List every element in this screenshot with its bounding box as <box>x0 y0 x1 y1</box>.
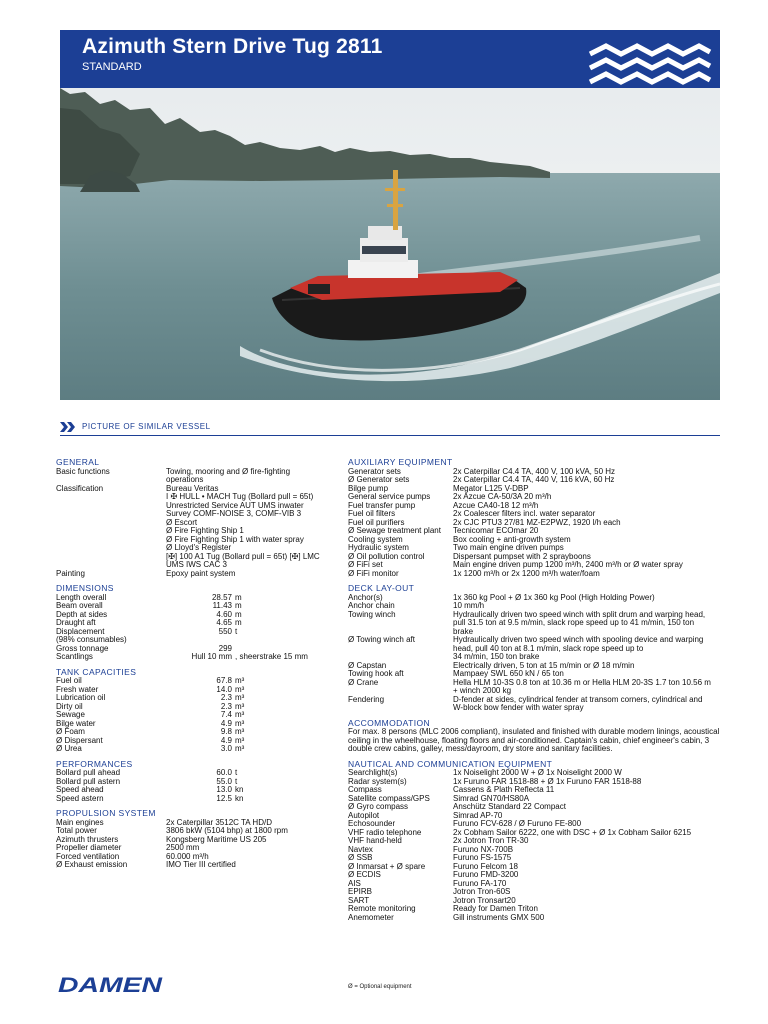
spec-row <box>56 602 338 611</box>
chevrons-icon <box>60 422 76 432</box>
spec-value: 2x CJC PTU3 27/81 MZ-E2PWZ, 1920 l/h each <box>453 517 621 527</box>
spec-row <box>56 778 338 787</box>
spec-value: Simrad GN70/HS80A <box>453 793 530 803</box>
spec-label: Fuel oil filters <box>348 510 396 518</box>
spec-label: General service pumps <box>348 493 431 501</box>
spec-value: Box cooling + anti-growth system <box>453 534 571 544</box>
spec-row <box>56 619 338 628</box>
spec-label: Bilge pump <box>348 484 389 493</box>
spec-value: Jotron Tronsart20 <box>453 895 516 905</box>
spec-label: Speed ahead <box>56 786 104 794</box>
spec-label: Cooling system <box>348 535 403 544</box>
spec-label: Radar system(s) <box>348 777 407 786</box>
spec-unit: m <box>235 618 242 627</box>
spec-value: Furuno FCV-628 / Ø Furuno FE-800 <box>453 819 582 828</box>
spec-value: Furuno FS-1575 <box>453 853 512 862</box>
spec-value: 60.0 <box>216 768 232 777</box>
spec-label: Bollard pull ahead <box>56 769 121 777</box>
spec-label: Propeller diameter <box>56 844 122 852</box>
spec-value: Furuno NX-700B <box>453 844 514 854</box>
spec-value: 1x 1200 m³/h or 2x 1200 m³/h water/foam <box>453 568 600 578</box>
spec-row <box>56 795 338 804</box>
spec-label: Ø Gyro compass <box>348 803 409 811</box>
footnote: Ø = Optional equipment <box>348 984 412 990</box>
spec-label: Searchlight(s) <box>348 769 398 777</box>
spec-label: Main engines <box>56 818 104 827</box>
spec-value: Jotron Tron-60S <box>453 887 511 896</box>
nautical-section <box>348 769 728 922</box>
spec-label: Ø Capstan <box>348 661 387 670</box>
spec-value: 2x Caterpillar C4.4 TA, 440 V, 116 kVA, 60 Hz <box>453 475 615 484</box>
spec-value: Main engine driven pump 1200 m³/h, 2400 m³/h or Ø water spray <box>453 560 683 569</box>
spec-unit: m <box>235 609 242 619</box>
spec-value: Towing, mooring and Ø fire-fighting operations <box>166 466 291 484</box>
propulsion-section <box>56 819 338 870</box>
spec-row <box>348 863 728 872</box>
auxiliary-section <box>348 468 728 579</box>
spec-value: 4.9 <box>220 718 232 728</box>
page-title: Azimuth Stern Drive Tug 2811 <box>82 35 383 58</box>
spec-value: Hella HLM 10-3S 0.8 ton at 10.36 m or Hella HLM 20-3S 1.7 ton 10.56 m + winch 2000 kg <box>453 677 711 695</box>
spec-label: Ø Exhaust emission <box>56 861 128 869</box>
spec-row <box>56 786 338 795</box>
damen-logo <box>58 974 164 994</box>
spec-value: Cassens & Plath Reflecta 11 <box>453 785 555 794</box>
spec-row <box>348 846 728 855</box>
spec-label: AIS <box>348 879 361 888</box>
spec-row <box>348 636 728 662</box>
spec-row <box>348 897 728 906</box>
spec-value: 7.4 <box>220 710 232 719</box>
spec-label: Basic functions <box>56 467 110 476</box>
spec-value: Furuno FMD-3200 <box>453 870 519 879</box>
spec-unit: m³ <box>235 744 245 753</box>
spec-row <box>56 745 338 754</box>
spec-row <box>56 468 338 485</box>
section-title: PROPULSION SYSTEM <box>56 808 156 818</box>
left-column <box>56 458 338 870</box>
spec-label: (98% consumables) <box>56 636 127 644</box>
spec-value: Azcue CA40-18 12 m³/h <box>453 500 539 510</box>
spec-row <box>348 829 728 838</box>
spec-value: 2x Coalescer filters incl. water separator <box>453 509 596 518</box>
spec-label: VHF radio telephone <box>348 828 422 837</box>
spec-unit: m³ <box>235 676 245 685</box>
spec-value: 2x Cobham Sailor 6222, one with DSC + Ø 1x Cobham Sailor 6215 <box>453 827 692 837</box>
spec-label: Remote monitoring <box>348 905 416 913</box>
spec-label: Fuel oil purifiers <box>348 518 405 527</box>
spec-label: Ø Dispersant <box>56 736 103 745</box>
section-title: AUXILIARY EQUIPMENT <box>348 457 453 467</box>
spec-label: Azimuth thrusters <box>56 835 119 844</box>
spec-label: Scantlings <box>56 653 93 661</box>
spec-label: Ø SSB <box>348 854 373 862</box>
spec-unit: t <box>235 768 238 777</box>
spec-value: 1x Furuno FAR 1518-88 + Ø 1x Furuno FAR 1518-88 <box>453 776 642 786</box>
spec-unit: m³ <box>235 710 245 719</box>
header-banner <box>60 30 720 88</box>
spec-value: 2.3 <box>220 693 232 702</box>
spec-label: Hydraulic system <box>348 544 409 552</box>
spec-row <box>348 679 728 696</box>
photo-caption-bar <box>60 420 720 436</box>
spec-label: Ø Inmarsat + Ø spare <box>348 862 426 871</box>
spec-label: Satellite compass/GPS <box>348 794 430 803</box>
spec-row <box>348 611 728 637</box>
spec-value: 67.8 <box>216 676 232 685</box>
spec-label: Dirty oil <box>56 702 83 711</box>
spec-row <box>56 728 338 737</box>
photo-caption: PICTURE OF SIMILAR VESSEL <box>82 422 211 431</box>
spec-value: 550 <box>218 626 232 636</box>
spec-value: Ready for Damen Triton <box>453 904 538 913</box>
spec-unit: m³ <box>235 684 245 694</box>
spec-row <box>56 485 338 570</box>
spec-label: Ø Foam <box>56 728 85 736</box>
tank-capacities-section <box>56 677 338 754</box>
right-column <box>348 458 728 922</box>
section-title: TANK CAPACITIES <box>56 666 137 677</box>
spec-value: Simrad AP-70 <box>453 810 503 820</box>
spec-value: Kongsberg Maritime US 205 <box>166 834 267 844</box>
spec-label: Ø Towing winch aft <box>348 636 415 644</box>
spec-value: Electrically driven, 5 ton at 15 m/min or Ø 18 m/min <box>453 660 635 670</box>
spec-value: Hull 10 mm <box>191 652 232 661</box>
spec-label: Ø Oil pollution control <box>348 552 425 561</box>
spec-unit: m <box>235 601 242 610</box>
spec-value: 55.0 <box>216 776 232 786</box>
spec-label: Speed astern <box>56 794 104 803</box>
spec-row <box>56 720 338 729</box>
spec-row <box>348 476 728 485</box>
section-title: DIMENSIONS <box>56 583 114 593</box>
spec-value: Gill instruments GMX 500 <box>453 912 545 922</box>
section-title: ACCOMMODATION <box>348 717 431 728</box>
spec-value: Anschütz Standard 22 Compact <box>453 802 566 811</box>
spec-label: Sewage <box>56 711 85 719</box>
spec-label: EPIRB <box>348 888 373 896</box>
spec-value: 28.57 <box>211 592 232 602</box>
spec-label: Ø Sewage treatment plant <box>348 527 441 535</box>
spec-row <box>56 677 338 686</box>
spec-label: Beam overall <box>56 602 103 610</box>
spec-label: Painting <box>56 569 85 578</box>
spec-value: Mampaey SWL 650 kN / 65 ton <box>453 669 564 678</box>
spec-label: Anchor chain <box>348 602 395 610</box>
spec-label: Fresh water <box>56 685 99 694</box>
spec-label: Ø FiFi monitor <box>348 569 399 578</box>
spec-value: Bureau Veritas I ✠ HULL • MACH Tug (Bollard pull = 65t) Unrestricted Service AUT UMS inwater Survey COMF-NOISE 3, COMF-VIB 3 Ø Escort Ø Fire Fighting Ship 1 Ø Fire Fighting Ship 1 with water spray Ø Lloyd's Register [✠] 100 A1 Tug (Bollard pull = 65t) [✠] LMC UMS IWS CAC 3 <box>166 483 320 569</box>
spec-value: 3.0 <box>220 744 232 753</box>
spec-value: 2x Azcue CA-50/3A 20 m³/h <box>453 492 552 501</box>
accommodation-text: For max. 8 persons (MLC 2006 compliant), insulated and finished with durable modern linings, acoustical ceiling in the wheelhouse, floating floors and air-conditioned. Captain's cabin, chief engineer's cabin, 3 double crew cabins, galley, mess/dayroom, dry store and sanitary facilities. <box>348 727 720 753</box>
general-section <box>56 468 338 579</box>
spec-row <box>348 871 728 880</box>
spec-unit: m³ <box>235 718 245 728</box>
spec-label: Depth at sides <box>56 610 108 619</box>
spec-label: Generator sets <box>348 467 401 476</box>
spec-row <box>348 803 728 812</box>
spec-row <box>348 786 728 795</box>
spec-value: 3806 bkW (5104 bhp) at 1800 rpm <box>166 826 288 835</box>
spec-label: Fuel transfer pump <box>348 501 416 510</box>
section-title: DECK LAY-OUT <box>348 583 415 593</box>
spec-row <box>56 594 338 603</box>
performances-section <box>56 769 338 803</box>
spec-value: Hydraulically driven two speed winch with split drum and warping head, pull 31.5 ton at 9.5 m/min, slack rope speed up to 41 m/min, 150 ton brake <box>453 609 706 636</box>
section-title: PERFORMANCES <box>56 758 133 769</box>
spec-row <box>348 837 728 846</box>
spec-label: Total power <box>56 827 97 835</box>
spec-row <box>56 686 338 695</box>
spec-label: Displacement <box>56 627 105 636</box>
section-title: GENERAL <box>56 457 100 467</box>
spec-unit: t <box>235 776 238 786</box>
spec-row <box>56 636 338 645</box>
spec-label: Length overall <box>56 593 107 602</box>
spec-value: Two main engine driven pumps <box>453 543 564 552</box>
spec-value: Megator L125 V-DBP <box>453 483 529 493</box>
spec-row <box>56 861 338 870</box>
spec-value: Tecnicomar ECOmar 20 <box>453 526 539 535</box>
spec-value: 2.3 <box>220 701 232 711</box>
spec-row <box>56 737 338 746</box>
spec-row <box>56 694 338 703</box>
spec-value: 13.0 <box>216 785 232 794</box>
spec-unit: kn <box>235 793 244 803</box>
page-subtitle: STANDARD <box>82 61 142 73</box>
spec-row <box>348 493 728 502</box>
spec-row <box>348 696 728 713</box>
spec-label: Autopilot <box>348 811 380 820</box>
spec-value: 1x Noiselight 2000 W + Ø 1x Noiselight 2000 W <box>453 768 622 777</box>
spec-label: Navtex <box>348 845 373 854</box>
spec-value: 2500 mm <box>166 843 200 852</box>
spec-label: Towing hook aft <box>348 670 404 678</box>
spec-value: 4.65 <box>216 618 232 627</box>
spec-unit: t <box>235 626 238 636</box>
spec-value: 12.5 <box>216 793 232 803</box>
spec-label: Compass <box>348 786 382 794</box>
spec-label: Bollard pull astern <box>56 777 121 786</box>
spec-label: Ø FiFi set <box>348 561 383 569</box>
spec-row <box>56 611 338 620</box>
spec-row <box>348 519 728 528</box>
spec-unit: m³ <box>235 701 245 711</box>
spec-value: D-fender at sides, cylindrical fender at transom corners, cylindrical and W-block bow fender with water spray <box>453 694 703 712</box>
spec-value: Hydraulically driven two speed winch with spooling device and warping head, pull 40 ton at 8.1 m/min, slack rope speed up to 34 m/min, 150 ton brake <box>453 635 704 661</box>
spec-label: SART <box>348 896 370 905</box>
spec-unit: , sheerstrake 15 mm <box>235 652 308 661</box>
spec-value: Epoxy paint system <box>166 568 236 578</box>
spec-row <box>56 653 338 662</box>
spec-value: 4.9 <box>220 735 232 745</box>
spec-row <box>348 880 728 889</box>
spec-label: Ø ECDIS <box>348 871 381 879</box>
vessel-photo <box>60 88 720 400</box>
spec-row <box>348 854 728 863</box>
spec-row <box>56 703 338 712</box>
spec-value: Furuno Felcom 18 <box>453 861 518 871</box>
spec-value: 2x Jotron Tron TR-30 <box>453 836 529 845</box>
spec-label: Towing winch <box>348 610 396 619</box>
spec-label: Echosounder <box>348 820 396 828</box>
spec-row <box>348 888 728 897</box>
damen-wave-logo <box>588 42 712 86</box>
section-title: NAUTICAL AND COMMUNICATION EQUIPMENT <box>348 758 553 769</box>
deck-layout-section <box>348 594 728 713</box>
spec-label: Bilge water <box>56 719 96 728</box>
dimensions-section <box>56 594 338 662</box>
spec-row <box>348 914 728 923</box>
spec-value: IMO Tier III certified <box>166 860 236 869</box>
spec-unit: m³ <box>235 727 245 736</box>
spec-unit: m <box>235 592 242 602</box>
spec-row <box>348 594 728 603</box>
spec-label: Ø Generator sets <box>348 476 410 484</box>
spec-label: Fuel oil <box>56 677 82 685</box>
spec-value: 11.43 <box>212 601 232 610</box>
spec-label: Classification <box>56 484 104 493</box>
spec-label: Anemometer <box>348 913 394 922</box>
spec-row <box>56 570 338 579</box>
spec-row <box>348 570 728 579</box>
spec-value: 1x 360 kg Pool + Ø 1x 360 kg Pool (High Holding Power) <box>453 592 655 602</box>
spec-label: Draught aft <box>56 619 96 627</box>
spec-value: 2x Caterpillar 3512C TA HD/D <box>166 817 272 827</box>
spec-value: 299 <box>218 643 232 653</box>
spec-value: 2x Caterpillar C4.4 TA, 400 V, 100 kVA, 50 Hz <box>453 466 616 476</box>
spec-value: 14.0 <box>216 684 232 694</box>
spec-label: Lubrication oil <box>56 694 106 702</box>
spec-value: 4.60 <box>216 609 232 619</box>
spec-value: Furuno FA-170 <box>453 878 507 888</box>
spec-label: Fendering <box>348 695 385 704</box>
spec-label: Forced ventilation <box>56 852 120 861</box>
spec-label: Gross tonnage <box>56 644 109 653</box>
spec-row <box>56 769 338 778</box>
spec-label: Ø Crane <box>348 678 379 687</box>
spec-value: 10 mm/h <box>453 601 485 610</box>
spec-value: 9.8 <box>220 727 232 736</box>
spec-unit: m³ <box>235 693 245 702</box>
damen-logo-text: DAMEN <box>58 974 164 994</box>
spec-row <box>56 628 338 637</box>
spec-unit <box>232 636 338 645</box>
spec-label: Anchor(s) <box>348 593 383 602</box>
spec-label: VHF hand-held <box>348 837 402 845</box>
spec-value: Dispersant pumpset with 2 sprayboons <box>453 551 591 561</box>
spec-unit: m³ <box>235 735 245 745</box>
spec-label: Ø Urea <box>56 745 82 753</box>
spec-row <box>56 711 338 720</box>
spec-value: 60.000 m³/h <box>166 851 209 861</box>
spec-unit: kn <box>235 785 244 794</box>
